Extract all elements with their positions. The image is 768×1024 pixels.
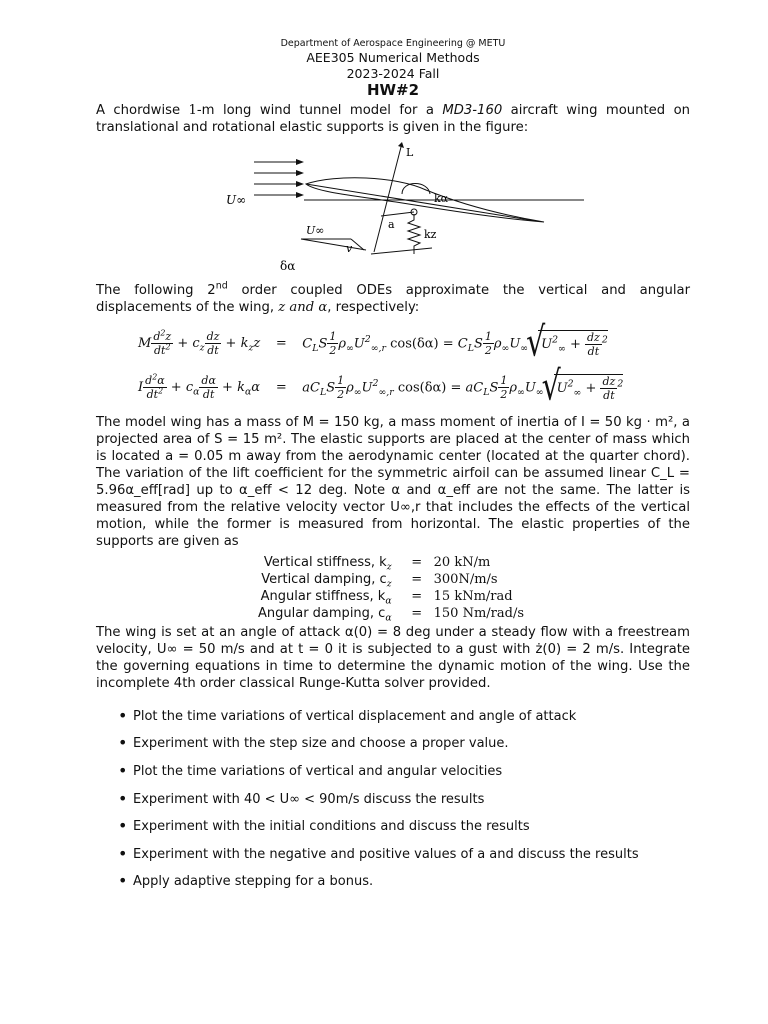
document-page bbox=[96, 38, 690, 901]
task-item: • Plot the time variations of vertical and angular velocities bbox=[96, 763, 690, 791]
department-line: Department of Aerospace Engineering @ METU bbox=[280, 38, 506, 49]
assignment-title: HW#2 bbox=[366, 81, 420, 100]
task-list bbox=[96, 708, 690, 901]
equation-row-angular bbox=[138, 366, 623, 410]
document-header bbox=[96, 38, 690, 100]
task-item: • Experiment with the negative and positive values of a and discuss the results bbox=[96, 846, 690, 874]
term-line: 2023-2024 Fall bbox=[346, 65, 440, 81]
equation-block bbox=[96, 322, 690, 410]
task-item: • Plot the time variations of vertical displacement and angle of attack bbox=[96, 708, 690, 736]
setup-paragraph: The wing is set at an angle of attack α(0) = 8 deg under a steady flow with a freestream velocity, U∞ = 50 m/s and at t = 0 it is subjected to a gust with ż(0) = 2 m/s. Integrate the governing equations in time to determine the dynamic motion of the wing. Use the incomplete 4th order classical Runge-Kutta solver provided. bbox=[96, 624, 690, 691]
rotational-spring-arc bbox=[402, 183, 430, 194]
offset-dimension bbox=[381, 212, 414, 216]
vertical-spring bbox=[408, 214, 420, 254]
label-offset-a: a bbox=[388, 217, 395, 231]
property-row: Angular stiffness, $k_\alpha$ = 15 kNm/rad bbox=[258, 588, 524, 605]
course-line: AEE305 Numerical Methods bbox=[306, 49, 480, 65]
aircraft-name: MD3-160 bbox=[442, 102, 503, 118]
equation-2-lhs: I $\frac{d^2\alpha}{dt^2}$ + $c_\alpha$ $\frac{d\alpha}{dt}$ + $k_\alpha\alpha$ bbox=[138, 372, 261, 402]
parameters-paragraph: The model wing has a mass of M = 150 kg, a mass moment of inertia of I = 50 kg · m², a projected area of S = 15 m². The elastic supports are placed at the center of mass which is located a = 0.05 m away from the aerodynamic center (located at the quarter chord). The variation of the lift coefficient for the symmetric airfoil can be assumed linear C_L = 5.96α_eff[rad] up to α_eff < 12 deg. Note α and α_eff are not the same. The latter is measured from the relative velocity vector U∞,r that includes the effects of the vertical motion, while the former is measured from horizontal. The elastic properties of the supports are given as bbox=[96, 414, 690, 549]
property-row: Vertical damping, $c_z$ = 300N/m/s bbox=[258, 571, 524, 588]
arrow-head bbox=[296, 170, 304, 176]
arrow-head bbox=[296, 159, 304, 165]
arrow-head bbox=[296, 192, 304, 198]
equation-1-lhs: M $\frac{d^2z}{dt^2}$ + $c_z$ $\frac{dz}{dt}$ + $k_zz$ bbox=[138, 328, 261, 358]
relative-velocity-vector bbox=[301, 239, 366, 250]
equation-2-equals: = bbox=[275, 380, 287, 396]
equation-2-rhs: $aC_LS$ $\frac{1}{2}$ $\rho_\infty U^2_{\infty,r}$ $\cos(\delta\alpha) = aC_LS$ $\frac{1}{2}$ $\rho_\infty U_\infty√$ $U^2_\infty$ + $\frac{dz}{dt}$ $^2$ bbox=[302, 366, 623, 410]
property-value: 300N/m/s bbox=[433, 571, 498, 587]
wing-model-figure bbox=[96, 142, 690, 282]
label-L: L bbox=[406, 145, 414, 159]
label-freestream-velocity: U∞ bbox=[226, 192, 247, 207]
property-value: 150 Nm/rad/s bbox=[433, 605, 525, 621]
support-base bbox=[371, 248, 432, 254]
equation-1-equals: = bbox=[275, 336, 287, 352]
label-delta-alpha: δα bbox=[280, 258, 296, 273]
equation-row-vertical bbox=[138, 322, 623, 366]
label-v: v bbox=[346, 241, 353, 255]
label-vertical-stiffness: kz bbox=[424, 227, 437, 241]
support-properties-table bbox=[258, 554, 524, 622]
task-item: • Experiment with the initial conditions and discuss the results bbox=[96, 818, 690, 846]
arrow-head bbox=[296, 181, 304, 187]
wing-diagram bbox=[96, 142, 690, 282]
task-item: • Experiment with the step size and choose a proper value. bbox=[96, 735, 690, 763]
task-item: • Apply adaptive stepping for a bonus. bbox=[96, 873, 690, 901]
intro-paragraph: A chordwise 1-m long wind tunnel model for a MD3-160 aircraft wing mounted on translational and rotational elastic supports is given in the figure: bbox=[96, 102, 690, 135]
chord-line bbox=[306, 184, 536, 221]
odes-intro-paragraph: The following 2nd order coupled ODEs approximate the vertical and angular displacements of the wing, z and α, respectively: bbox=[96, 280, 691, 315]
task-item: • Experiment with 40 < U∞ < 90m/s discuss the results bbox=[96, 791, 690, 819]
label-freestream-velocity-2: U∞ bbox=[306, 223, 325, 237]
equation-1-rhs: $C_LS$ $\frac{1}{2}$ $\rho_\infty U^2_{\infty,r}$ $\cos(\delta\alpha) = C_LS$ $\frac{1}{2}$ $\rho_\infty U_\infty√$ $U^2_\infty$ + $\frac{dz}{dt}$ $^2$ bbox=[302, 322, 623, 366]
property-value: 15 kNm/rad bbox=[433, 588, 513, 604]
property-row: Angular damping, $c_\alpha$ = 150 Nm/rad/s bbox=[258, 605, 525, 624]
property-value: 20 kN/m bbox=[433, 554, 491, 570]
property-row: Vertical stiffness, $k_z$ = 20 kN/m bbox=[258, 554, 524, 571]
label-angular-stiffness: kα bbox=[434, 191, 449, 205]
